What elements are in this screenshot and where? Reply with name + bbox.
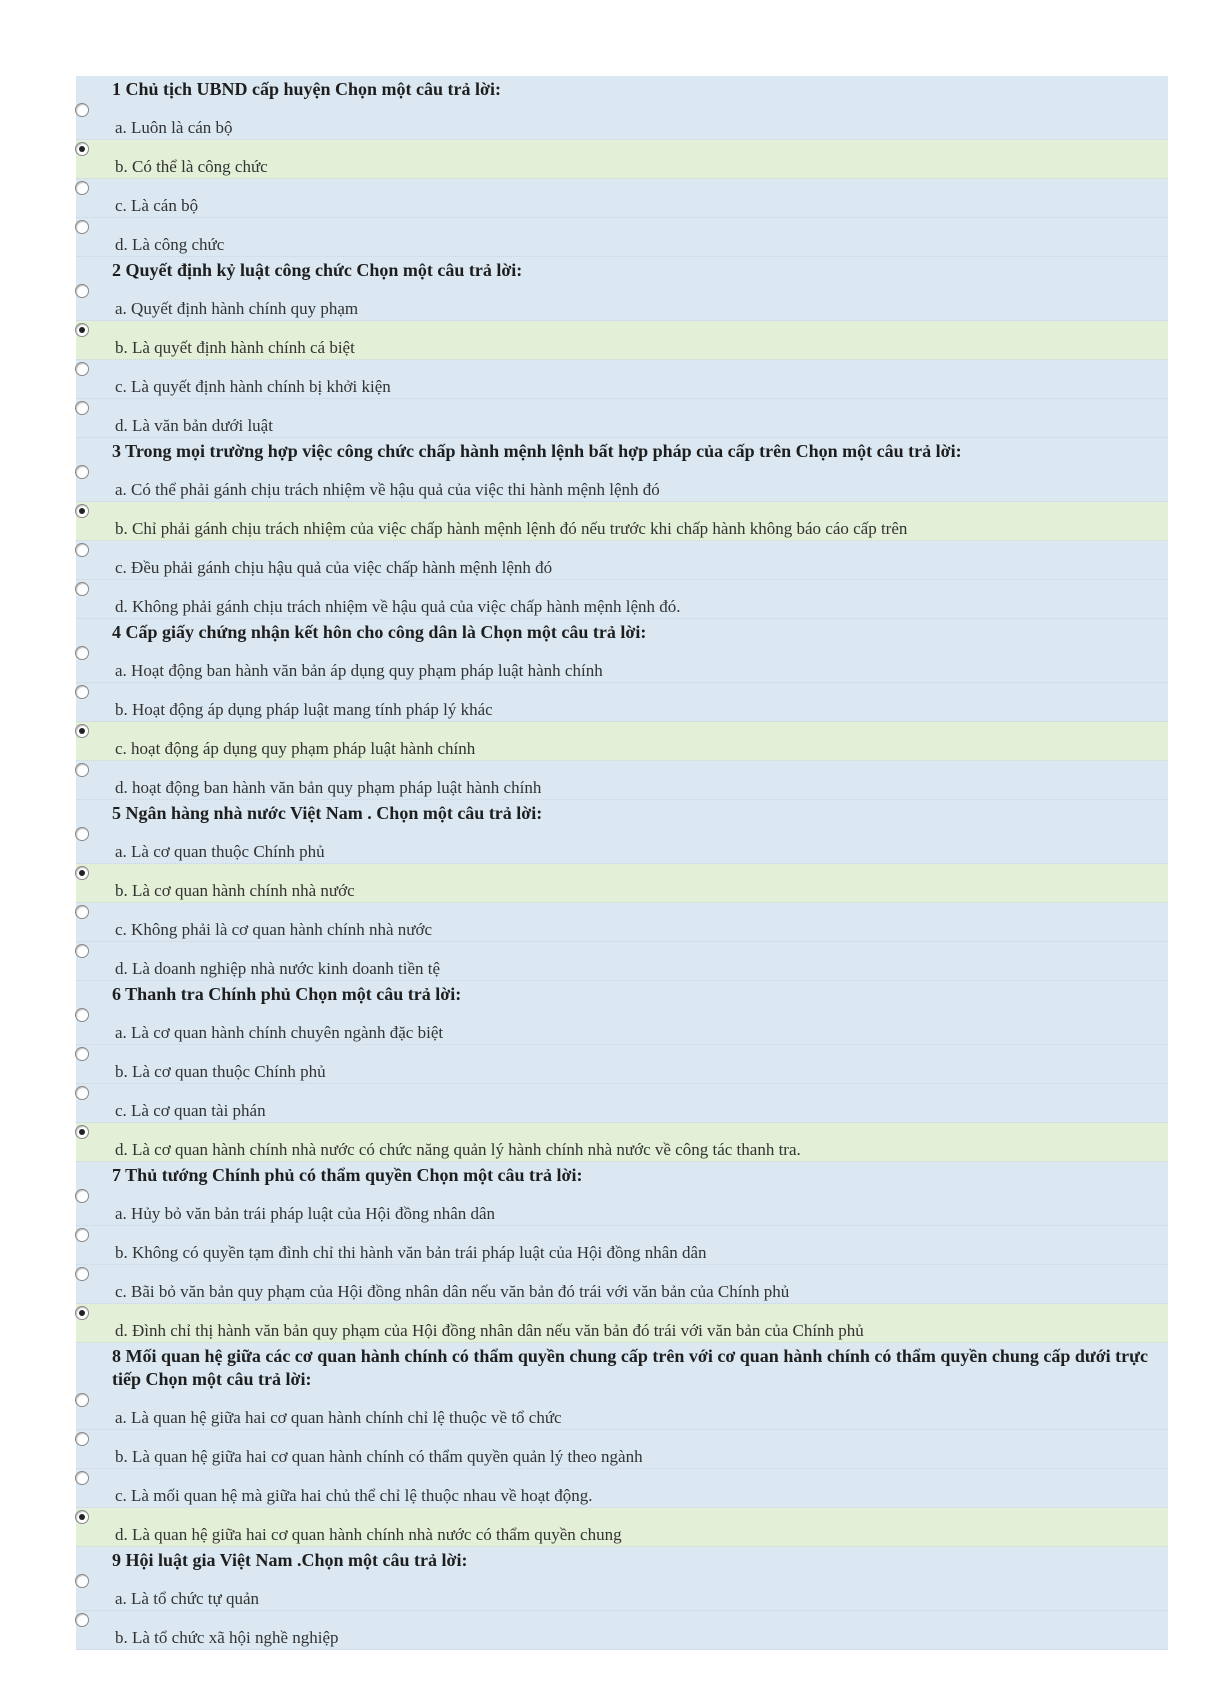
answer-label: a. Là quan hệ giữa hai cơ quan hành chính chỉ lệ thuộc về tổ chức [115, 1408, 562, 1427]
answer-option[interactable] [76, 502, 1168, 541]
answer-label: b. Là quyết định hành chính cá biệt [115, 338, 355, 357]
answer-option[interactable] [76, 399, 1168, 438]
radio-checked-icon[interactable] [75, 323, 89, 337]
answer-option[interactable] [76, 903, 1168, 942]
question-block [76, 981, 1168, 1162]
answer-label: c. Không phải là cơ quan hành chính nhà nước [115, 920, 433, 939]
radio-unchecked-icon[interactable] [75, 1189, 89, 1203]
answer-option[interactable] [76, 1084, 1168, 1123]
answer-label: b. Không có quyền tạm đình chỉ thi hành văn bản trái pháp luật của Hội đồng nhân dân [115, 1243, 707, 1262]
answer-label: a. Là cơ quan hành chính chuyên ngành đặc biệt [115, 1023, 444, 1042]
radio-unchecked-icon[interactable] [75, 284, 89, 298]
question-block [76, 1547, 1168, 1650]
answer-option[interactable] [76, 1430, 1168, 1469]
answer-label: b. Là quan hệ giữa hai cơ quan hành chính có thẩm quyền quản lý theo ngành [115, 1447, 643, 1466]
radio-unchecked-icon[interactable] [75, 1613, 89, 1627]
answer-label: b. Có thể là công chức [115, 157, 268, 176]
question-block [76, 1162, 1168, 1343]
answer-option[interactable] [76, 1304, 1168, 1343]
answer-label: c. Là quyết định hành chính bị khởi kiện [115, 377, 391, 396]
answer-option[interactable] [76, 321, 1168, 360]
answer-option[interactable] [76, 218, 1168, 257]
question-block [76, 257, 1168, 438]
answer-option[interactable] [76, 140, 1168, 179]
answer-option[interactable] [76, 179, 1168, 218]
radio-checked-icon[interactable] [75, 1306, 89, 1320]
radio-checked-icon[interactable] [75, 724, 89, 738]
answer-option[interactable] [76, 825, 1168, 864]
answer-label: c. Là cơ quan tài phán [115, 1101, 266, 1120]
radio-unchecked-icon[interactable] [75, 1471, 89, 1485]
answer-label: a. Có thể phải gánh chịu trách nhiệm về hậu quả của việc thi hành mệnh lệnh đó [115, 480, 660, 499]
answer-label: d. Đình chỉ thị hành văn bản quy phạm của Hội đồng nhân dân nếu văn bản đó trái với văn bản của Chính phủ [115, 1321, 864, 1340]
answer-option[interactable] [76, 1508, 1168, 1547]
answer-option[interactable] [76, 101, 1168, 140]
answer-label: d. Là công chức [115, 235, 225, 254]
question-title: 3 Trong mọi trường hợp việc công chức chấp hành mệnh lệnh bất hợp pháp của cấp trên Chọn một câu trả lời: [112, 441, 962, 461]
radio-unchecked-icon[interactable] [75, 646, 89, 660]
radio-unchecked-icon[interactable] [75, 1432, 89, 1446]
answer-option[interactable] [76, 1045, 1168, 1084]
question-block [76, 438, 1168, 619]
question-title: 2 Quyết định kỷ luật công chức Chọn một câu trả lời: [112, 260, 523, 280]
radio-checked-icon[interactable] [75, 142, 89, 156]
answer-option[interactable] [76, 463, 1168, 502]
radio-unchecked-icon[interactable] [75, 763, 89, 777]
answer-label: a. Là cơ quan thuộc Chính phủ [115, 842, 325, 861]
answer-option[interactable] [76, 942, 1168, 981]
answer-option[interactable] [76, 761, 1168, 800]
answer-option[interactable] [76, 1123, 1168, 1162]
radio-checked-icon[interactable] [75, 504, 89, 518]
question-block [76, 76, 1168, 257]
answer-option[interactable] [76, 644, 1168, 683]
radio-unchecked-icon[interactable] [75, 103, 89, 117]
answer-option[interactable] [76, 1469, 1168, 1508]
answer-label: a. Quyết định hành chính quy phạm [115, 299, 359, 318]
radio-unchecked-icon[interactable] [75, 1267, 89, 1281]
question-title: 6 Thanh tra Chính phủ Chọn một câu trả lời: [112, 984, 462, 1004]
radio-unchecked-icon[interactable] [75, 401, 89, 415]
answer-label: c. Bãi bỏ văn bản quy phạm của Hội đồng nhân dân nếu văn bản đó trái với văn bản của Chính phủ [115, 1282, 790, 1301]
answer-option[interactable] [76, 1391, 1168, 1430]
answer-option[interactable] [76, 1226, 1168, 1265]
answer-option[interactable] [76, 580, 1168, 619]
radio-unchecked-icon[interactable] [75, 685, 89, 699]
radio-unchecked-icon[interactable] [75, 827, 89, 841]
answer-label: b. Hoạt động áp dụng pháp luật mang tính pháp lý khác [115, 700, 493, 719]
answer-option[interactable] [76, 282, 1168, 321]
answer-label: c. Là mối quan hệ mà giữa hai chủ thể chỉ lệ thuộc nhau về hoạt động. [115, 1486, 593, 1505]
question-title: 7 Thủ tướng Chính phủ có thẩm quyền Chọn một câu trả lời: [112, 1165, 583, 1185]
answer-label: a. Luôn là cán bộ [115, 118, 233, 137]
answer-option[interactable] [76, 864, 1168, 903]
answer-option[interactable] [76, 1611, 1168, 1650]
radio-unchecked-icon[interactable] [75, 905, 89, 919]
radio-unchecked-icon[interactable] [75, 1086, 89, 1100]
answer-label: d. Là doanh nghiệp nhà nước kinh doanh tiền tệ [115, 959, 441, 978]
answer-option[interactable] [76, 360, 1168, 399]
answer-label: d. Là cơ quan hành chính nhà nước có chức năng quản lý hành chính nhà nước về công tác thanh tra. [115, 1140, 801, 1159]
answer-label: b. Là tổ chức xã hội nghề nghiệp [115, 1628, 339, 1647]
answer-label: a. Hoạt động ban hành văn bản áp dụng quy phạm pháp luật hành chính [115, 661, 603, 680]
radio-unchecked-icon[interactable] [75, 582, 89, 596]
answer-label: d. Không phải gánh chịu trách nhiệm về hậu quả của việc chấp hành mệnh lệnh đó. [115, 597, 681, 616]
radio-checked-icon[interactable] [75, 1125, 89, 1139]
answer-option[interactable] [76, 1572, 1168, 1611]
answer-label: d. Là quan hệ giữa hai cơ quan hành chính nhà nước có thẩm quyền chung [115, 1525, 622, 1544]
answer-option[interactable] [76, 1265, 1168, 1304]
question-block [76, 1343, 1168, 1547]
radio-unchecked-icon[interactable] [75, 1008, 89, 1022]
question-title: 8 Mối quan hệ giữa các cơ quan hành chính có thẩm quyền chung cấp trên với cơ quan hành chính có thẩm quyền chung cấp dưới trực tiếp Chọn một câu trả lời: [112, 1346, 1148, 1389]
answer-label: b. Là cơ quan hành chính nhà nước [115, 881, 355, 900]
radio-unchecked-icon[interactable] [75, 362, 89, 376]
question-block [76, 619, 1168, 800]
quiz-list [76, 76, 1168, 1650]
answer-label: d. Là văn bản dưới luật [115, 416, 273, 435]
answer-label: d. hoạt động ban hành văn bản quy phạm pháp luật hành chính [115, 778, 542, 797]
radio-checked-icon[interactable] [75, 1510, 89, 1524]
radio-unchecked-icon[interactable] [75, 181, 89, 195]
question-title: 9 Hội luật gia Việt Nam .Chọn một câu trả lời: [112, 1550, 468, 1570]
radio-unchecked-icon[interactable] [75, 1228, 89, 1242]
answer-label: c. hoạt động áp dụng quy phạm pháp luật hành chính [115, 739, 476, 758]
question-block [76, 800, 1168, 981]
answer-label: a. Hủy bỏ văn bản trái pháp luật của Hội đồng nhân dân [115, 1204, 496, 1223]
radio-unchecked-icon[interactable] [75, 465, 89, 479]
answer-label: b. Là cơ quan thuộc Chính phủ [115, 1062, 326, 1081]
question-title: 4 Cấp giấy chứng nhận kết hôn cho công dân là Chọn một câu trả lời: [112, 622, 647, 642]
radio-unchecked-icon[interactable] [75, 1047, 89, 1061]
radio-checked-icon[interactable] [75, 866, 89, 880]
radio-unchecked-icon[interactable] [75, 220, 89, 234]
answer-option[interactable] [76, 683, 1168, 722]
answer-label: a. Là tổ chức tự quản [115, 1589, 259, 1608]
radio-unchecked-icon[interactable] [75, 543, 89, 557]
radio-unchecked-icon[interactable] [75, 1393, 89, 1407]
answer-label: c. Đều phải gánh chịu hậu quả của việc chấp hành mệnh lệnh đó [115, 558, 553, 577]
radio-unchecked-icon[interactable] [75, 944, 89, 958]
question-title: 5 Ngân hàng nhà nước Việt Nam . Chọn một câu trả lời: [112, 803, 543, 823]
radio-unchecked-icon[interactable] [75, 1574, 89, 1588]
answer-option[interactable] [76, 541, 1168, 580]
answer-label: b. Chỉ phải gánh chịu trách nhiệm của việc chấp hành mệnh lệnh đó nếu trước khi chấp hành không báo cáo cấp trên [115, 519, 908, 538]
answer-option[interactable] [76, 722, 1168, 761]
answer-option[interactable] [76, 1187, 1168, 1226]
answer-label: c. Là cán bộ [115, 196, 199, 215]
answer-option[interactable] [76, 1006, 1168, 1045]
question-title: 1 Chủ tịch UBND cấp huyện Chọn một câu trả lời: [112, 79, 501, 99]
